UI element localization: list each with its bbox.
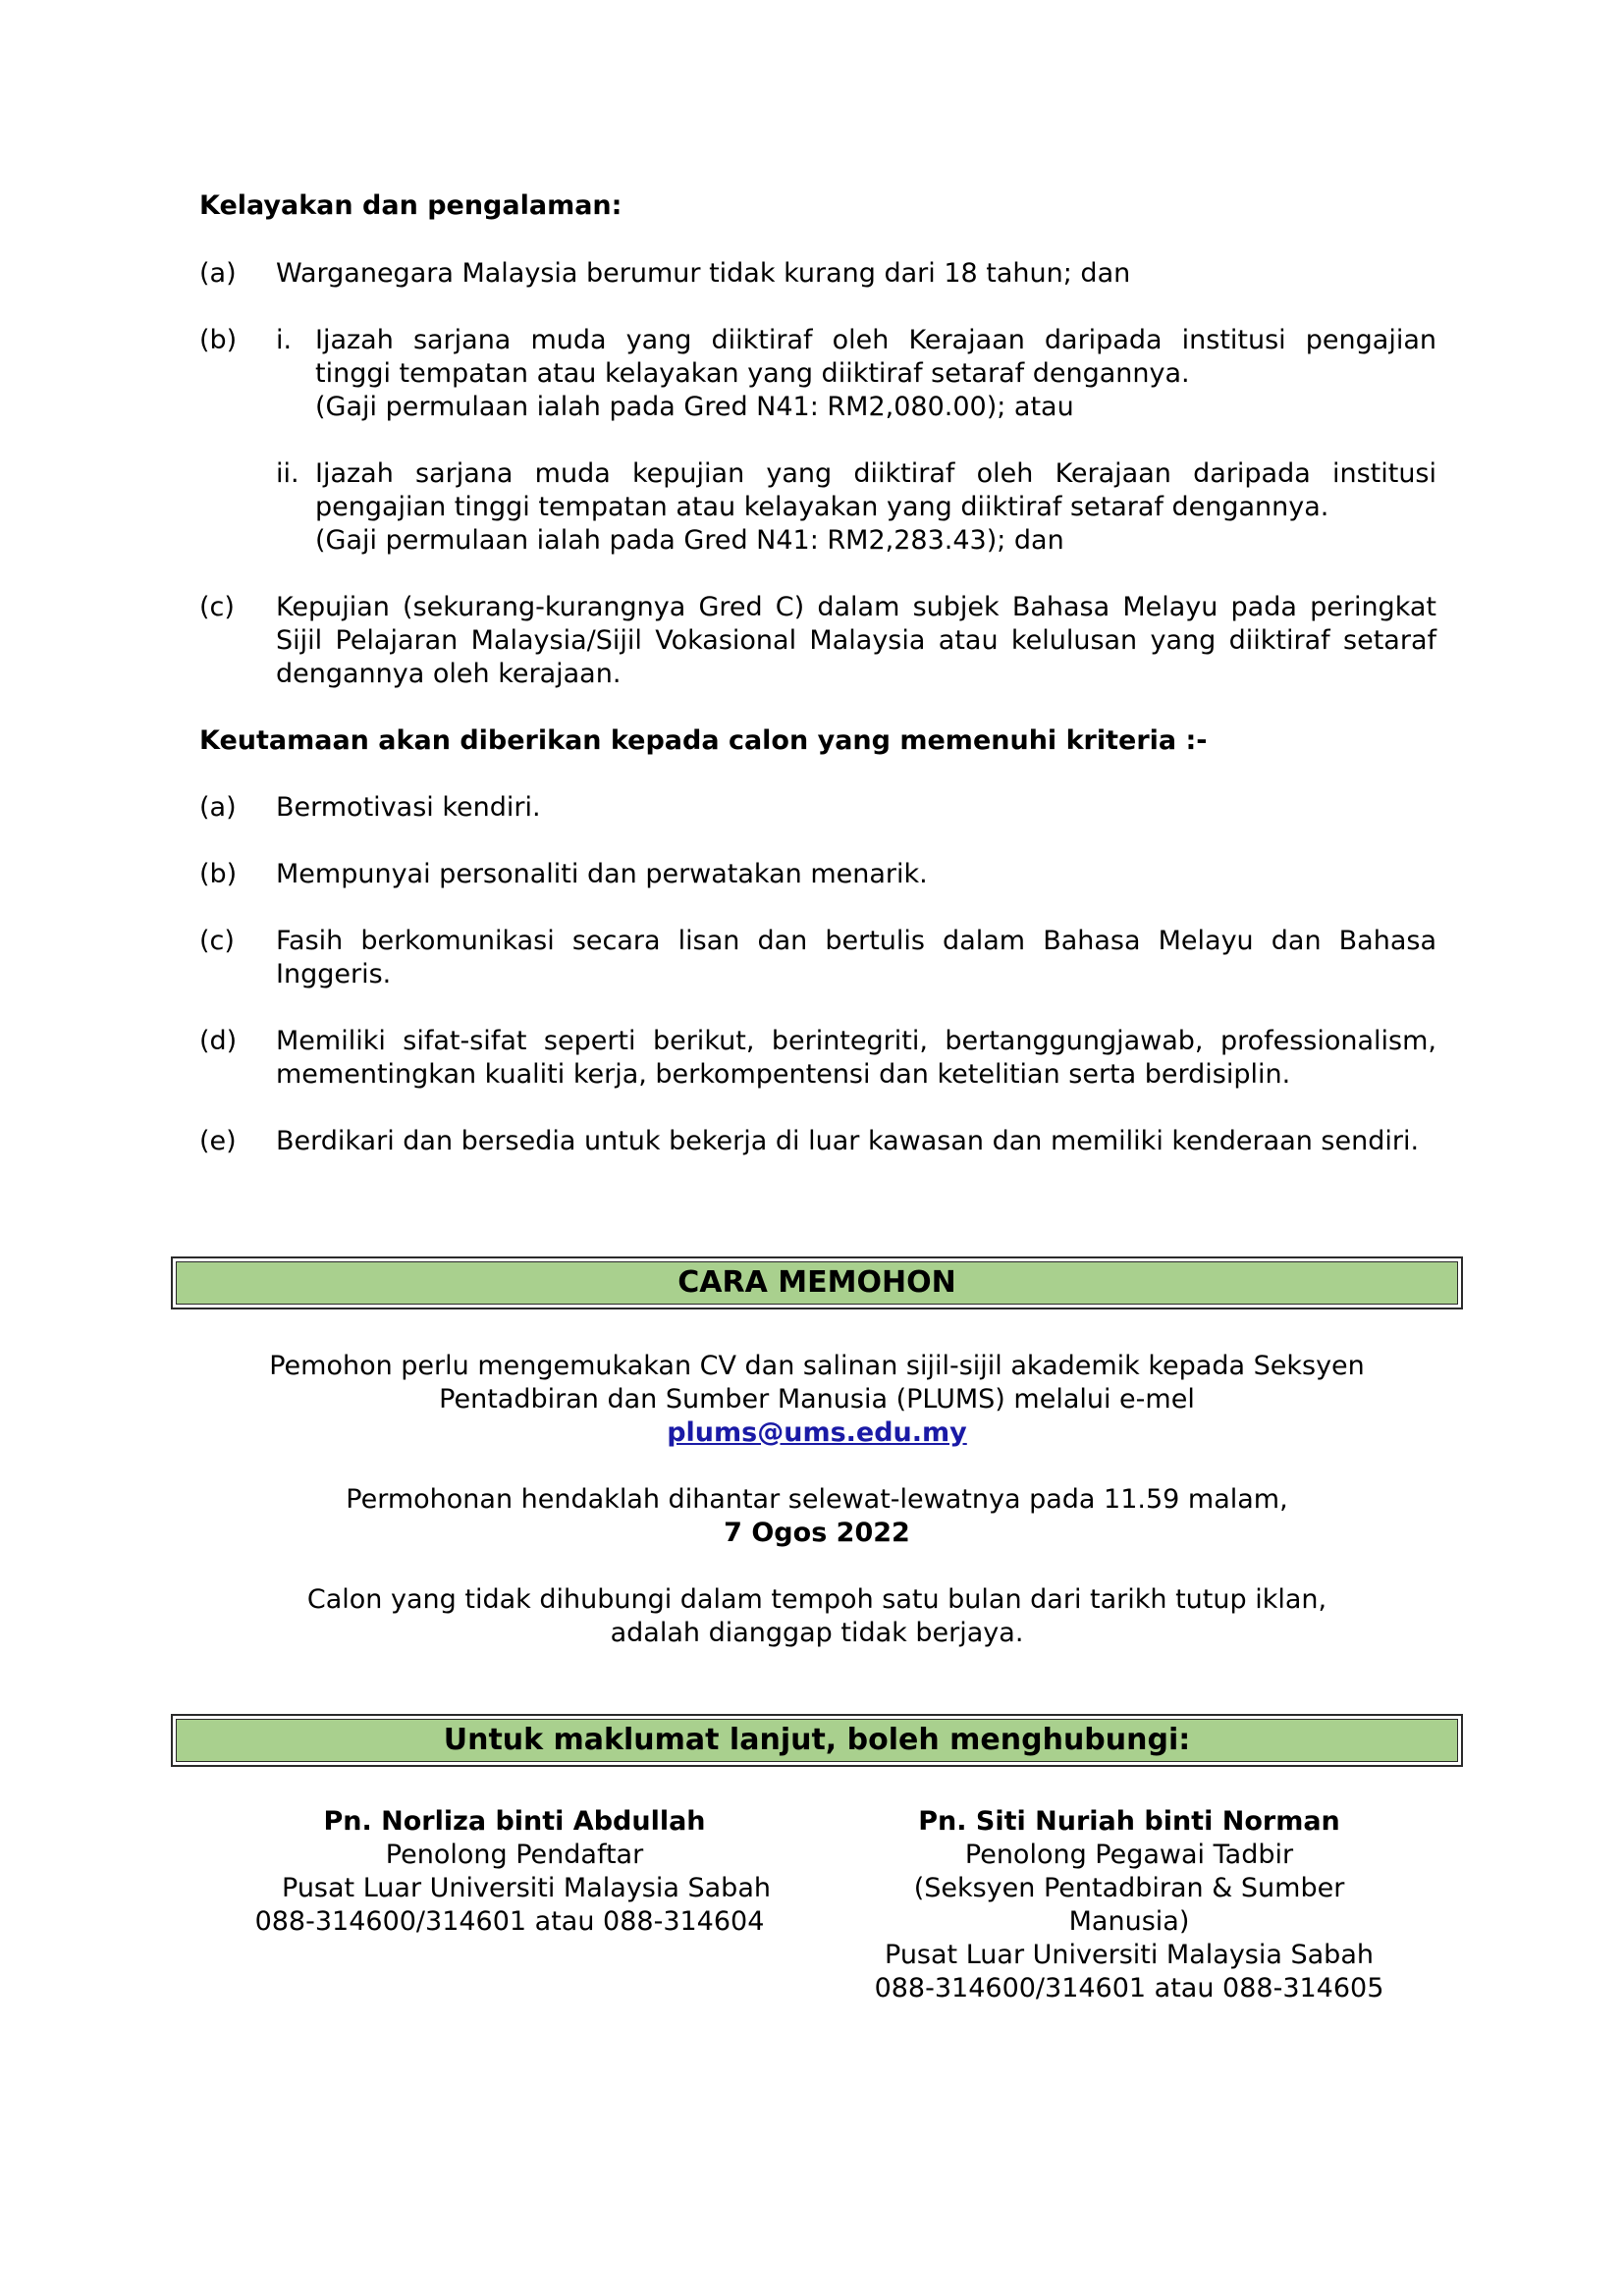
- contact-banner: [171, 1714, 1463, 1767]
- contact-left: [171, 1805, 858, 1939]
- contact-role: Penolong Pegawai Tadbir: [964, 1840, 1294, 1870]
- sub-item-text: [276, 457, 1436, 558]
- text-line: tinggi tempatan atau kelayakan yang diiktiraf setaraf dengannya.: [315, 358, 1190, 389]
- email-link[interactable]: plums@ums.edu.my: [667, 1417, 967, 1448]
- notice-text-line: adalah dianggap tidak berjaya.: [610, 1618, 1024, 1648]
- item-text: Mempunyai personaliti dan perwatakan menarik.: [276, 859, 928, 889]
- text-line: pengajian tinggi tempatan atau kelayakan yang diiktiraf setaraf dengannya.: [315, 492, 1329, 522]
- contact-dept: (Seksyen Pentadbiran & Sumber: [913, 1873, 1345, 1903]
- contact-role: Penolong Pendaftar: [385, 1840, 644, 1870]
- item-text: Kepujian (sekurang-kurangnya Gred C) dalam subjek Bahasa Melayu pada peringkat Sijil Pelajaran Malaysia/Sijil Vokasional Malaysia atau kelulusan yang diiktiraf setaraf dengannya oleh kerajaan.: [276, 592, 1436, 689]
- item-label: (d): [199, 1026, 238, 1056]
- sub-item-text: [276, 324, 1436, 424]
- notice-block: [171, 1583, 1463, 1650]
- apply-banner-title: CARA MEMOHON: [176, 1261, 1458, 1305]
- roman-numeral: ii.: [276, 458, 299, 489]
- contact-dept: Manusia): [1068, 1906, 1190, 1937]
- item-text: Fasih berkomunikasi secara lisan dan bertulis dalam Bahasa Melayu dan Bahasa Inggeris.: [276, 926, 1436, 989]
- text-line: Ijazah sarjana muda kepujian yang diiktiraf oleh Kerajaan daripada institusi: [315, 458, 1436, 489]
- item-text: Warganegara Malaysia berumur tidak kurang dari 18 tahun; dan: [276, 258, 1131, 289]
- item-label: (e): [199, 1126, 237, 1156]
- deadline-block: [171, 1483, 1463, 1550]
- item-text: Memiliki sifat-sifat seperti berikut, berintegriti, bertanggungjawab, professionalism, mementingkan kualiti kerja, berkompentensi dan ketelitian serta berdisiplin.: [276, 1026, 1436, 1090]
- contact-org: Pusat Luar Universiti Malaysia Sabah: [885, 1940, 1374, 1970]
- deadline-date: 7 Ogos 2022: [724, 1518, 910, 1548]
- roman-numeral: i.: [276, 325, 293, 355]
- salary-line: (Gaji permulaan ialah pada Gred N41: RM2,283.43); dan: [315, 525, 1064, 556]
- qualifications-heading: Kelayakan dan pengalaman:: [199, 190, 623, 221]
- deadline-text: Permohonan hendaklah dihantar selewat-lewatnya pada 11.59 malam,: [346, 1484, 1288, 1515]
- contact-name: Pn. Siti Nuriah binti Norman: [918, 1806, 1340, 1837]
- item-label: (b): [199, 325, 238, 355]
- notice-text-line: Calon yang tidak dihubungi dalam tempoh satu bulan dari tarikh tutup iklan,: [306, 1584, 1327, 1615]
- item-label: (c): [199, 926, 235, 956]
- contact-phone: 088-314600/314601 atau 088-314604: [254, 1906, 765, 1937]
- item-label: (a): [199, 792, 237, 823]
- item-label: (b): [199, 859, 238, 889]
- contact-name: Pn. Norliza binti Abdullah: [323, 1806, 706, 1837]
- contact-phone: 088-314600/314601 atau 088-314605: [874, 1973, 1384, 2003]
- contact-banner-title: Untuk maklumat lanjut, boleh menghubungi:: [176, 1719, 1458, 1762]
- contact-right: [805, 1805, 1453, 2005]
- apply-banner: [171, 1256, 1463, 1309]
- item-text: Bermotivasi kendiri.: [276, 792, 541, 823]
- apply-text-line: Pemohon perlu mengemukakan CV dan salinan sijil-sijil akademik kepada Seksyen: [269, 1351, 1365, 1381]
- salary-line: (Gaji permulaan ialah pada Gred N41: RM2,080.00); atau: [315, 392, 1074, 422]
- item-label: (c): [199, 592, 235, 622]
- contact-org: Pusat Luar Universiti Malaysia Sabah: [282, 1873, 771, 1903]
- apply-text-line: Pentadbiran dan Sumber Manusia (PLUMS) melalui e-mel: [439, 1384, 1195, 1415]
- item-label: (a): [199, 258, 237, 289]
- text-line: Ijazah sarjana muda yang diiktiraf oleh Kerajaan daripada institusi pengajian: [315, 325, 1436, 355]
- apply-instructions: [171, 1350, 1463, 1450]
- preferences-heading: Keutamaan akan diberikan kepada calon yang memenuhi kriteria :-: [199, 725, 1208, 756]
- item-text: Berdikari dan bersedia untuk bekerja di luar kawasan dan memiliki kenderaan sendiri.: [276, 1126, 1420, 1156]
